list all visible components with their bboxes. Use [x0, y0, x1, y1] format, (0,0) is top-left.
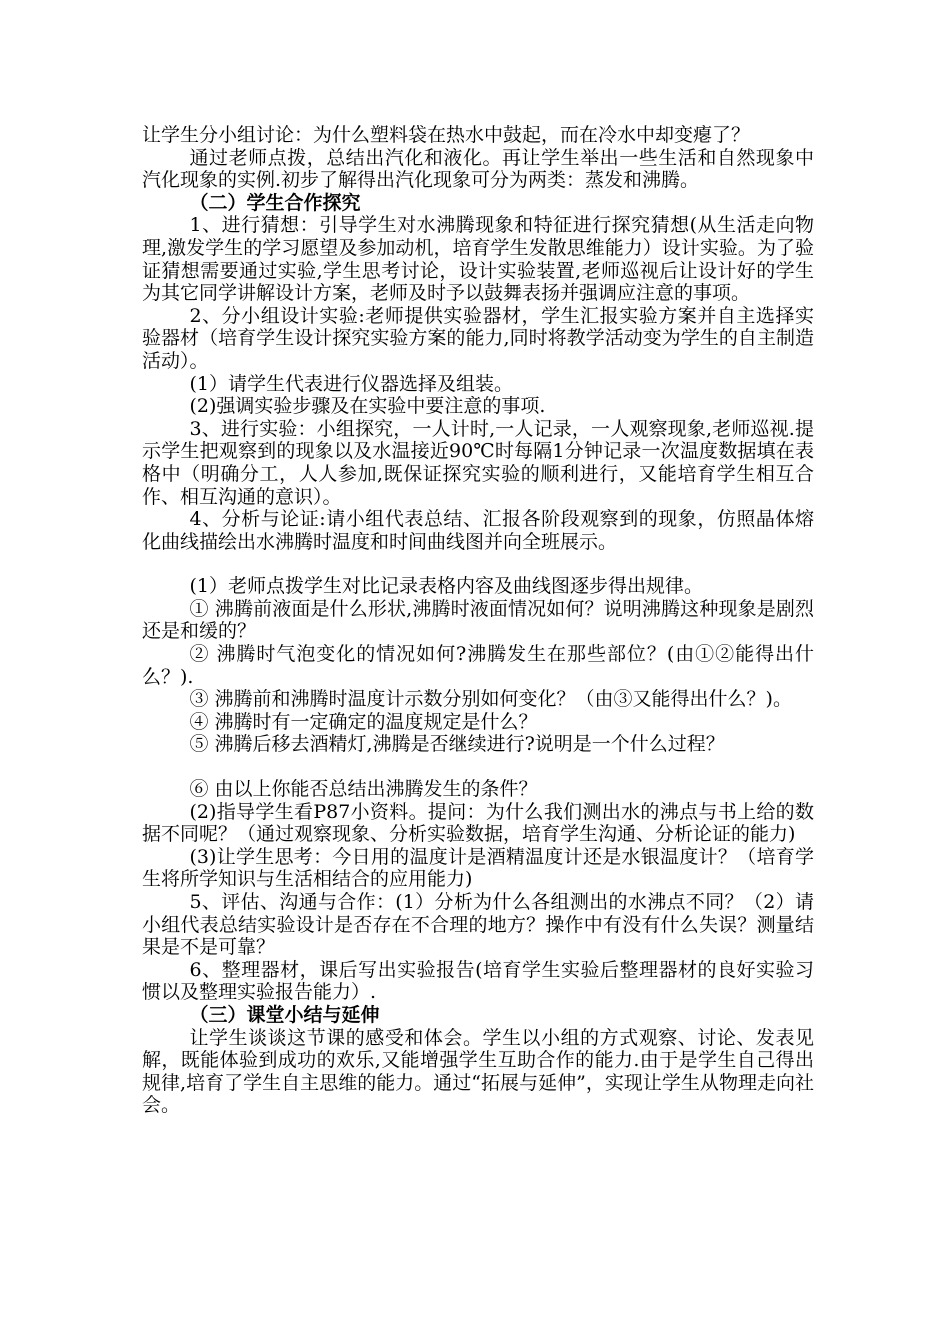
paragraph-step-conduct-experiment: 3、进行实验：小组探究，一人计时,一人记录，一人观察现象,老师巡视.提示学生把观察到的现象以及水温接近90℃时每隔1分钟记录一次温度数据填在表格中（明确分工，人人参加,既保证探究实验的顺利进行，又能培育学生相互合作、相互沟通的意识）。	[142, 417, 814, 508]
paragraph-step-evaluation: 5、评估、沟通与合作：(1）分析为什么各组测出的水沸点不同？（2）请小组代表总结实验设计是否存在不合理的地方？操作中有没有什么失误？测量结果是不是可靠？	[142, 891, 814, 959]
paragraph-substep-reading-material: (2)指导学生看P87小资料。提问：为什么我们测出水的沸点与书上给的数据不同呢？（通过观察现象、分析实验数据，培育学生沟通、分析论证的能力)	[142, 800, 814, 846]
paragraph-question-5: ⑤ 沸腾后移去酒精灯,沸腾是否继续进行?说明是一个什么过程？	[189, 733, 725, 756]
section-heading-cooperative-inquiry: （二）学生合作探究	[189, 191, 361, 214]
paragraph-question-4: ④ 沸腾时有一定确定的温度规定是什么？	[189, 710, 538, 733]
paragraph-step-hypothesis: 1、进行猜想：引导学生对水沸腾现象和特征进行探究猜想(从生活走向物理,激发学生的学习愿望及参加动机，培育学生发散思维能力）设计实验。为了验证猜想需要通过实验,学生思考讨论，设计实验装置,老师巡视后让设计好的学生为其它同学讲解设计方案，老师及时予以鼓舞表扬并强调应注意的事项。	[142, 214, 814, 305]
paragraph-step-analysis: 4、分析与论证:请小组代表总结、汇报各阶段观察到的现象，仿照晶体熔化曲线描绘出水沸腾时温度和时间曲线图并向全班展示。	[142, 508, 814, 553]
paragraph-question-6: ⑥ 由以上你能否总结出沸腾发生的条件？	[189, 778, 538, 801]
paragraph-substep-assembly: (1）请学生代表进行仪器选择及组装。	[189, 372, 514, 395]
paragraph-substep-compare-records: (1）老师点拨学生对比记录表格内容及曲线图逐步得出规律。	[189, 575, 704, 598]
document-body	[142, 124, 814, 1117]
paragraph-vaporization-summary: 通过老师点拨，总结出汽化和液化。再让学生举出一些生活和自然现象中汽化现象的实例.初步了解得出汽化现象可分为两类：蒸发和沸腾。	[142, 146, 814, 192]
paragraph-step-design-experiment: 2、分小组设计实验:老师提供实验器材，学生汇报实验方案并自主选择实验器材（培育学生设计探究实验方案的能力,同时将教学活动变为学生的自主制造活动）。	[142, 304, 814, 372]
paragraph-substep-precautions: (2)强调实验步骤及在实验中要注意的事项.	[189, 395, 546, 418]
section-heading-summary: （三）课堂小结与延伸	[189, 1003, 380, 1026]
paragraph-question-2: ② 沸腾时气泡变化的情况如何?沸腾发生在那些部位？(由①②能得出什么？).	[142, 643, 814, 688]
paragraph-substep-thermometer: (3)让学生思考：今日用的温度计是酒精温度计还是水银温度计？（培育学生将所学知识与生活相结合的应用能力)	[142, 845, 814, 891]
paragraph-summary: 让学生谈谈这节课的感受和体会。学生以小组的方式观察、讨论、发表见解，既能体验到成功的欢乐,又能增强学生互助合作的能力.由于是学生自己得出规律,培育了学生自主思维的能力。通过“拓展与延伸”，实现让学生从物理走向社会。	[142, 1026, 814, 1117]
paragraph-question-3: ③ 沸腾前和沸腾时温度计示数分别如何变化？（由③又能得出什么？)。	[189, 688, 792, 711]
paragraph-question-1: ① 沸腾前液面是什么形状,沸腾时液面情况如何？说明沸腾这种现象是剧烈还是和缓的？	[142, 597, 814, 643]
paragraph-discussion-question: 让学生分小组讨论：为什么塑料袋在热水中鼓起，而在冷水中却变瘪了？	[142, 124, 751, 146]
paragraph-step-cleanup: 6、整理器材，课后写出实验报告(培育学生实验后整理器材的良好实验习惯以及整理实验报告能力）.	[142, 958, 814, 1004]
